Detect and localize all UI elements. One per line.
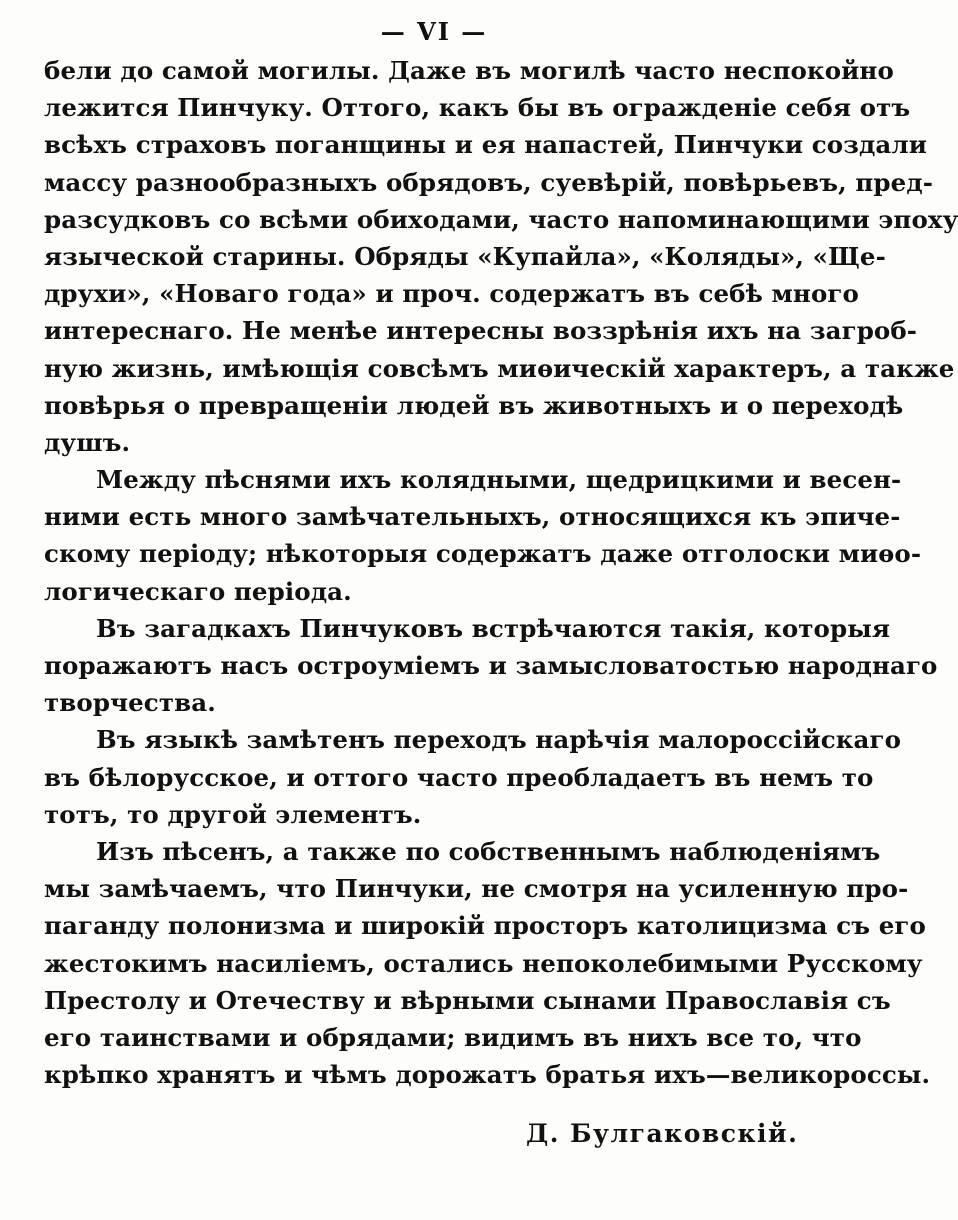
text-line: тотъ, то другой элементъ. (44, 799, 422, 829)
text-line: творчества. (44, 688, 216, 718)
paragraph (44, 52, 958, 461)
text-line: скому періоду; нѣкоторыя содержатъ даже отголоски миѳо- (44, 539, 922, 569)
text-line: Въ языкѣ замѣтенъ переходъ нарѣчія малороссійскаго (96, 725, 902, 755)
text-line: поражаютъ насъ остроуміемъ и замысловатостью народнаго (44, 651, 938, 680)
text-line: крѣпко хранятъ и чѣмъ дорожатъ братья ихъ—великороссы. (44, 1060, 931, 1090)
book-page (44, 12, 958, 1153)
text-line: бели до самой могилы. Даже въ могилѣ часто неспокойно (44, 56, 894, 85)
text-line: мы замѣчаемъ, что Пинчуки, не смотря на усиленную про- (44, 874, 909, 904)
text-line: массу разнообразныхъ обрядовъ, суевѣрій, повѣрьевъ, пред- (44, 167, 934, 197)
text-line: Изъ пѣсенъ, а также по собственнымъ наблюденіямъ (96, 836, 881, 866)
text-line: душъ. (44, 427, 131, 457)
text-line: его таинствами и обрядами; видимъ въ нихъ все то, что (44, 1022, 862, 1052)
author-signature: Д. Булгаковскій. (526, 1119, 799, 1149)
paragraph (44, 461, 922, 610)
paragraph (44, 833, 931, 1093)
text-line: Престолу и Отечеству и вѣрными сынами Православія съ (44, 985, 891, 1015)
text-line: всѣхъ страховъ поганщины и ея напастей, Пинчуки создали (44, 130, 928, 160)
text-line: жестокимъ насиліемъ, остались непоколебимыми Русскому (44, 948, 923, 978)
text-line: паганду полонизма и широкій просторъ католицизма съ его (44, 911, 926, 941)
paragraph (44, 610, 938, 722)
text-line: Между пѣснями ихъ колядными, щедрицкими и весен- (96, 465, 902, 495)
text-line: друхи», «Новаго года» и проч. содержатъ въ себѣ много (44, 279, 859, 309)
text-line: въ бѣлорусское, и оттого часто преобладаетъ въ немъ то (44, 762, 874, 792)
text-line: повѣрья о превращеніи людей въ животныхъ и о переходѣ (44, 390, 904, 420)
text-line: интереснаго. Не менѣе интересны воззрѣнія ихъ на загроб- (44, 316, 918, 346)
text-line: логическаго періода. (44, 576, 352, 606)
page-number: — VI — (380, 17, 488, 46)
text-line: разсудковъ со всѣми обиходами, часто напоминающими эпоху (44, 204, 958, 234)
body-text (44, 52, 958, 1093)
text-line: ную жизнь, имѣющія совсѣмъ миѳическій характеръ, а также (44, 353, 955, 383)
text-line: Въ загадкахъ Пинчуковъ встрѣчаются такія, которыя (96, 613, 891, 643)
text-line: лежится Пинчуку. Оттого, какъ бы въ огражденіе себя отъ (44, 93, 911, 123)
paragraph (44, 721, 902, 833)
text-line: ними есть много замѣчательныхъ, относящихся къ эпиче- (44, 502, 901, 532)
text-line: языческой старины. Обряды «Купайла», «Коляды», «Ще- (44, 241, 886, 271)
